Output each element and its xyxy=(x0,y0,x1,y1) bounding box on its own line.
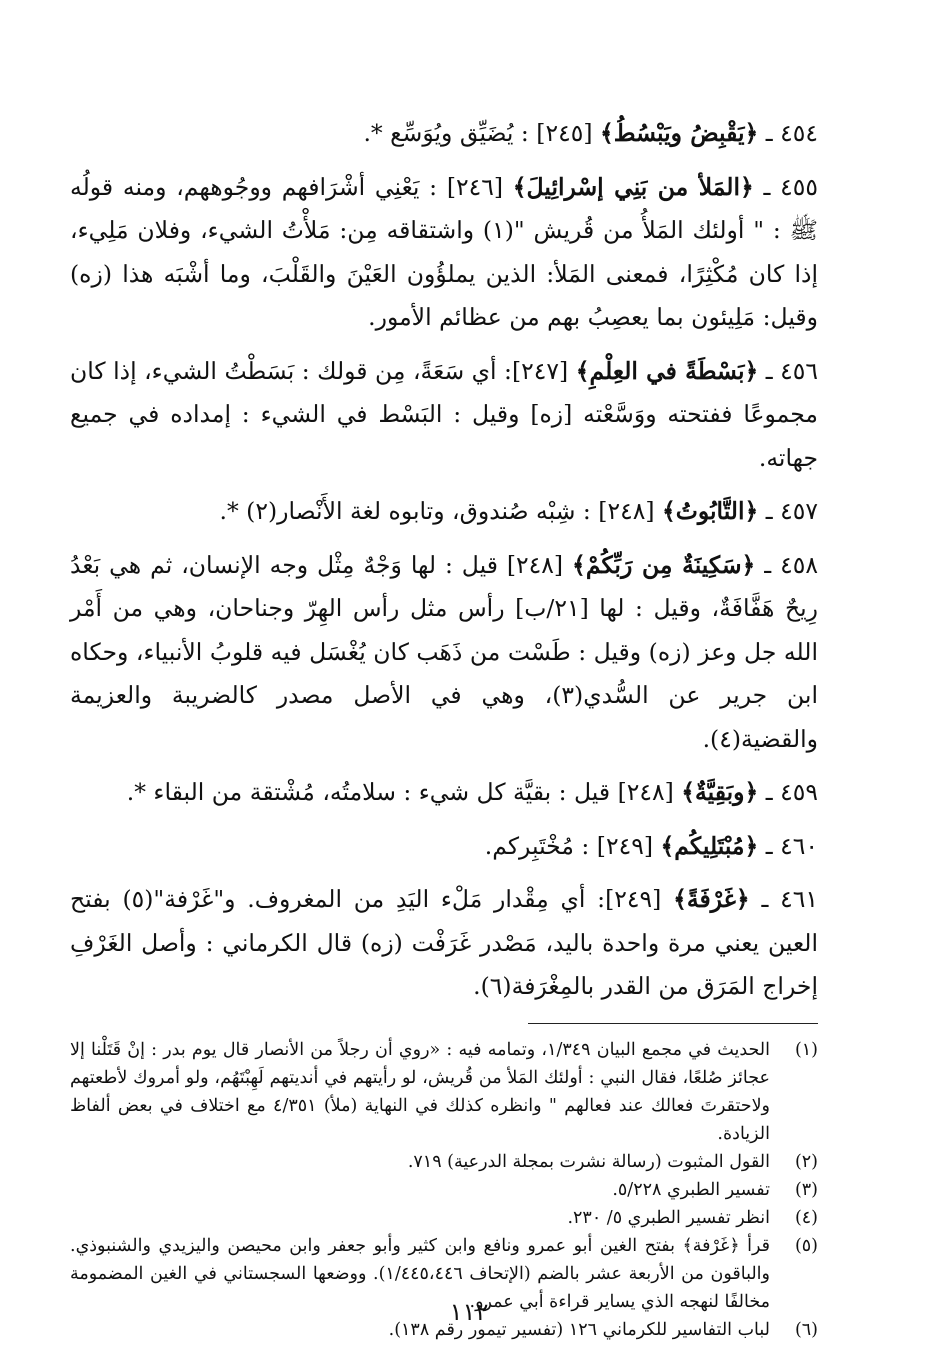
footnote-marker: (١) xyxy=(794,1039,818,1060)
entry-number: ٤٦١ ـ xyxy=(761,885,819,913)
entry-number: ٤٥٨ ـ xyxy=(764,550,819,579)
entry-term: ﴿يَقْبِضُ ويَبْسُطُ﴾ xyxy=(600,119,759,147)
footnote-divider xyxy=(528,1023,818,1024)
entry-455 xyxy=(70,166,818,340)
footnote-1 xyxy=(70,1036,818,1148)
footnote-2 xyxy=(70,1148,818,1176)
page-number: ١١٢ xyxy=(449,1298,489,1326)
footnote-text: لباب التفاسير للكرماني ١٢٦ (تفسير تيمور رقم ١٣٨). xyxy=(388,1319,770,1340)
entry-term: ﴿التَّابُوتُ﴾ xyxy=(661,497,759,525)
entry-text: [٢٤٨] : شِبْه صُندوق، وتابوه لغة الأَنْصار(٢) *. xyxy=(219,497,662,525)
footnote-marker: (٣) xyxy=(794,1179,818,1200)
entry-460 xyxy=(70,825,818,869)
entry-text: [٢٤٨] قيل : بقيَّة كل شيء : سلامتُه، مُشْتقة من البقاء *. xyxy=(126,778,682,806)
entry-number: ٤٥٩ ـ xyxy=(765,778,818,806)
entry-459 xyxy=(70,771,818,815)
entry-term: ﴿وبَقِيَّةٌ﴾ xyxy=(681,778,759,806)
glossary-entries xyxy=(70,112,818,1009)
entry-term: ﴿غَرْفَةً﴾ xyxy=(673,885,750,913)
entry-text: [٢٤٧]: أي سَعَةً، مِن قولك : بَسَطْتُ الشيء، إذا كان مجموعًا ففتحته ووَسَّعْته [زه] وقيل : البَسْط في الشيء : إمداده في جميع جهاته. xyxy=(70,356,818,472)
footnote-text: تفسير الطبري ٥/٢٢٨. xyxy=(612,1179,770,1200)
footnote-marker: (٥) xyxy=(794,1235,818,1256)
entry-text: [٢٤٩] : مُخْتَبِركم. xyxy=(484,831,661,860)
footnote-marker: (٦) xyxy=(794,1319,818,1340)
entry-458 xyxy=(70,544,818,762)
entry-term: ﴿المَلأ من بَنِي إسْرائِيلَ﴾ xyxy=(512,172,754,201)
entry-454 xyxy=(70,112,818,156)
entry-text: [٢٤٦] : يَعْنِي أشْرَافهم ووجُوههم، ومنه قولُه ﷺ : " أولئك المَلأُ من قُريش "(١) واشتقاقه مِن: مَلأْتُ الشيء، وفلان مَلِيء، إذا كان مُكْثِرًا، فمعنى المَلأ: الذين يملؤُون العَيْنَ والقَلْبَ، وما أشْبَه هذا (زه) وقيل: مَلِيئون بما يعصِبُ بهم من عظائم الأمور. xyxy=(70,172,818,331)
footnote-4 xyxy=(70,1204,818,1232)
entry-term: ﴿سَكِينَةٌ مِن رَبِّكُمْ﴾ xyxy=(572,550,756,579)
footnote-text: قرأ ﴿غَرْفة﴾ بفتح الغين أبو عمرو ونافع وابن كثير وأبو جعفر وابن محيصن واليزيدي والشنبوذي. والباقون من الأربعة عشر بالضم (الإتحاف ١/٤٤٥،٤٤٦). ووضعها السجستاني في الغين المضمومة مخالفًا لنهجه الذي يساير قراءة أبي عمرو. xyxy=(70,1235,770,1312)
footnote-text: الحديث في مجمع البيان ١/٣٤٩، وتمامه فيه : «روي أن رجلاً من الأنصار قال يوم بدر : إنْ قَتَلْنا إلا عجائز صُلعًا، فقال النبي : أولئك المَلأ من قُريش، لو رأيتهم في أنديتهم لَهِبْتَهُم، ولو أمروك لأطعتهم ولاحتقرتَ فعالك عند فعالهم " وانظره كذلك في النهاية (ملأ) ٤/٣٥١ مع اختلاف في بعض ألفاظ الزيادة. xyxy=(70,1039,771,1144)
entry-text: [٢٤٨] قيل : لها وَجْهٌ مِثْل وجه الإنسان، ثم هي بَعْدُ رِيحٌ هَفَّافَةٌ، وقيل : لها [٢١/ب] رأس مثل رأس الهِرّ وجناحان، وهي من أَمْر الله جل وعز (زه) وقيل : طَسْت من ذَهَب كان يُغْسَل فيه قلوبُ الأنبياء، وحكاه ابن جرير عن السُّدي(٣)، وهي في الأصل مصدر كالضريبة والعزيمة والقضية(٤). xyxy=(70,550,818,753)
entry-text: [٢٤٥] : يُضَيِّق ويُوَسِّع *. xyxy=(363,119,600,147)
entry-text: [٢٤٩]: أي مِقْدار مَلْء اليَدِ من المغروف. و"غَرْفة"(٥) بفتح العين يعني مرة واحدة باليد، مَصْدر غَرَفْت (زه) قال الكرماني : وأصل الغَرْفِ إخراج المَرَق من القدر بالمِغْرَفة(٦). xyxy=(70,885,818,1000)
footnote-marker: (٤) xyxy=(794,1207,818,1228)
entry-number: ٤٦٠ ـ xyxy=(765,831,818,860)
entry-number: ٤٥٦ ـ xyxy=(765,356,818,385)
entry-457 xyxy=(70,490,818,534)
footnote-marker: (٢) xyxy=(794,1151,818,1172)
entry-term: ﴿مُبْتَلِيكُم﴾ xyxy=(660,831,759,860)
footnote-3 xyxy=(70,1176,818,1204)
entry-461 xyxy=(70,878,818,1009)
entry-number: ٤٥٥ ـ xyxy=(763,172,819,201)
entry-number: ٤٥٧ ـ xyxy=(765,497,818,525)
entry-456 xyxy=(70,350,818,481)
footnote-text: انظر تفسير الطبري ٥/ ٢٣٠. xyxy=(567,1207,770,1228)
entry-term: ﴿بَسْطَةً في العِلْمِ﴾ xyxy=(575,356,759,385)
footnote-text: القول المثبوت (رسالة نشرت بمجلة الدرعية) ٧١٩. xyxy=(407,1151,770,1172)
entry-number: ٤٥٤ ـ xyxy=(765,119,818,147)
